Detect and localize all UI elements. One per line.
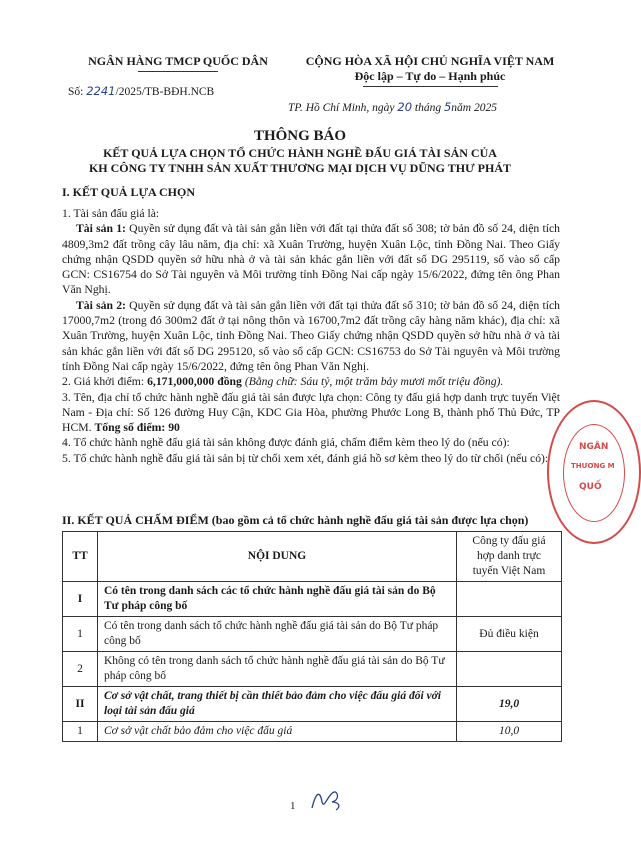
motto: Độc lập – Tự do – Hạnh phúc	[354, 69, 506, 83]
header-content: NỘI DUNG	[98, 532, 457, 582]
table-row	[63, 582, 562, 617]
motto-underline	[363, 86, 498, 87]
item-3-organization: 3. Tên, địa chỉ tổ chức hành nghề đấu giá tài sản được lựa chọn: Công ty đấu giá hợp danh trực tuyến Việt Nam - Địa chỉ: Số 126 đường Huy Cận, KDC Gia Hòa, phường Phước Long B, thành phố Thủ Đức, TP HCM. Tổng số điểm: 90	[62, 390, 560, 435]
org-underline	[138, 71, 218, 72]
row-content: Không có tên trong danh sách tổ chức hành nghề đấu giá tài sản do Bộ Tư pháp công bố	[98, 652, 457, 687]
table-header-row	[63, 532, 562, 582]
red-seal: NGÂN THƯƠNG M QUỐ	[547, 400, 641, 544]
row-content: Cơ sở vật chất bảo đảm cho việc đấu giá	[98, 722, 457, 742]
item-2-price: 2. Giá khởi điểm: 6,171,000,000 đồng (Bằng chữ: Sáu tỷ, một trăm bảy mươi mốt triệu đồng).	[62, 375, 504, 389]
row-tt: I	[63, 582, 98, 617]
row-value	[457, 652, 562, 687]
org-name: NGÂN HÀNG TMCP QUỐC DÂN	[88, 54, 268, 68]
row-content: Có tên trong danh sách tổ chức hành nghề đấu giá tài sản do Bộ Tư pháp công bố	[98, 617, 457, 652]
item-4: 4. Tổ chức hành nghề đấu giá tài sản không được đánh giá, chấm điểm kèm theo lý do (nếu có):	[62, 436, 510, 450]
initial-signature	[308, 788, 348, 812]
item-5: 5. Tổ chức hành nghề đấu giá tài sản bị từ chối xem xét, đánh giá hồ sơ kèm theo lý do từ chối (nếu có):	[62, 451, 549, 465]
table-row	[63, 652, 562, 687]
section-1-heading: I. KẾT QUẢ LỰA CHỌN	[62, 185, 196, 199]
header-company: Công ty đấu giá hợp danh trực tuyến Việt Nam	[457, 532, 562, 582]
document-number: Số: 2241/2025/TB-BĐH.NCB	[68, 84, 215, 98]
handwritten-day: 20	[397, 100, 413, 114]
table-row	[63, 617, 562, 652]
asset-1: Tài sản 1: Quyền sử dụng đất và tài sản gắn liền với đất tại thửa đất số 308; tờ bản đồ số 24, diện tích 4809,3m2 đất trồng cây lâu năm, địa chỉ: xã Xuân Trường, huyện Xuân Lộc, tỉnh Đồng Nai. Theo Giấy chứng nhận QSDD quyền sở hữu nhà ở và tài sản khác gắn liền với đất số DG 295119, số vào sổ cấp GCN: CS16754 do Sở Tài nguyên và Môi trường tỉnh Đồng Nai cấp ngày 15/6/2022, đứng tên ông Phan Văn Nghị.	[62, 222, 561, 297]
item-1: 1. Tài sản đấu giá là:	[62, 207, 160, 220]
handwritten-month: 5	[443, 100, 452, 114]
document-subtitle: KẾT QUẢ LỰA CHỌN TỔ CHỨC HÀNH NGHỀ ĐẤU GIÁ TÀI SẢN CỦA KH CÔNG TY TNHH SẢN XUẤT THƯƠNG MẠI DỊCH VỤ DŨNG THƯ PHÁT	[88, 146, 512, 175]
score-table	[62, 531, 562, 742]
row-tt: 1	[63, 722, 98, 742]
row-tt: 2	[63, 652, 98, 687]
table-row	[63, 687, 562, 722]
seal-inner-ring	[563, 424, 625, 522]
row-value: 19,0	[457, 687, 562, 722]
row-value	[457, 582, 562, 617]
row-value: 10,0	[457, 722, 562, 742]
header-tt: TT	[63, 532, 98, 582]
row-tt: II	[63, 687, 98, 722]
row-content: Có tên trong danh sách các tổ chức hành nghề đấu giá tài sản do Bộ Tư pháp công bố	[98, 582, 457, 617]
document-date: TP. Hồ Chí Minh, ngày 20 tháng 5năm 2025	[288, 100, 497, 114]
row-value: Đủ điều kiện	[457, 617, 562, 652]
page-number: 1	[290, 800, 296, 812]
org-name-block	[68, 54, 288, 72]
national-header	[290, 54, 570, 87]
table-row	[63, 722, 562, 742]
row-tt: 1	[63, 617, 98, 652]
document-title: THÔNG BÁO	[253, 128, 347, 144]
row-content: Cơ sở vật chất, trang thiết bị cần thiết bảo đảm cho việc đấu giá đối với loại tài sản đấu giá	[98, 687, 457, 722]
section-2-heading: II. KẾT QUẢ CHẤM ĐIỂM (bao gồm cả tổ chức hành nghề đấu giá tài sản được lựa chọn)	[62, 513, 529, 527]
asset-2: Tài sản 2: Quyền sử dụng đất và tài sản gắn liền với đất tại thửa đất số 310; tờ bản đồ số 24, diện tích 17000,7m2 (trong đó 300m2 đất ở tại nông thôn và 16700,7m2 đất trồng cây hàng năm khác), địa chỉ: xã Xuân Trường, huyện Xuân Lộc, tỉnh Đồng Nai. Theo Giấy chứng nhận QSDD quyền sở hữu nhà ở và tài sản khác gắn liền với đất số DG 295120, số vào sổ cấp GCN: CS16753 do Sở Tài nguyên và Môi trường tỉnh Đồng Nai cấp ngày 15/6/2022, đứng tên ông Phan Văn Nghị.	[62, 298, 561, 373]
country-name: CỘNG HÒA XÃ HỘI CHỦ NGHĨA VIỆT NAM	[305, 54, 555, 68]
handwritten-number: 2241	[86, 84, 116, 98]
section-1-body	[62, 206, 560, 466]
